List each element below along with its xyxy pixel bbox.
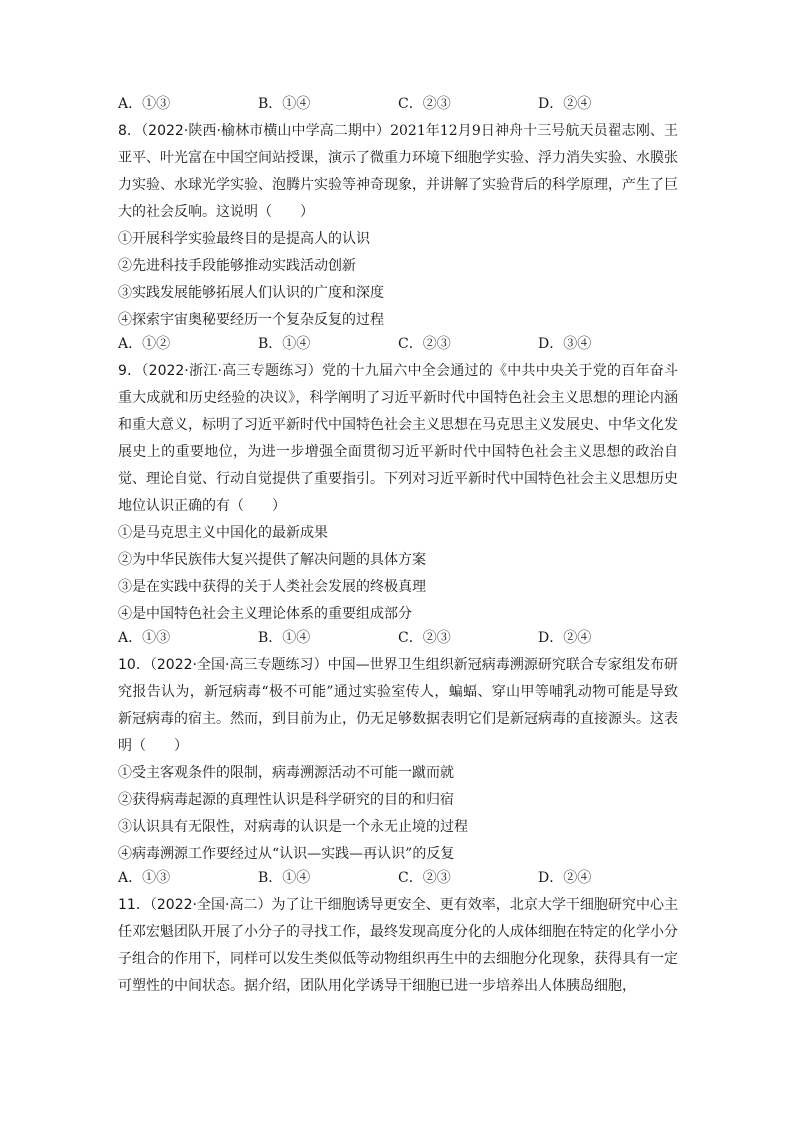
option-a: A．①③ bbox=[118, 630, 171, 646]
statement-1: ①受主客观条件的限制，病毒溯源活动不可能一蹴而就 bbox=[118, 765, 454, 781]
question-text: 2021年12月9日神舟十三号航天员翟志刚、王亚平、叶光富在中国空间站授课，演示了微重力环境下细胞学实验、浮力消失实验、水膜张力实验、水球光学实验、泡腾片实验等神奇现象，并讲解了实验背后的科学原理，产生了巨大的社会反响。这说明（ ） bbox=[118, 123, 678, 220]
question-stem bbox=[118, 892, 678, 1000]
question-number: 9． bbox=[118, 363, 142, 379]
question-11 bbox=[118, 892, 678, 1000]
answer-options-7 bbox=[118, 92, 678, 116]
question-text: 中国—世界卫生组织新冠病毒溯源研究联合专家组发布研究报告认为，新冠病毒“极不可能”通过实验室传人，蝙蝠、穿山甲等哺乳动物可能是导致新冠病毒的宿主。然而，到目前为止，仍无足够数据表明它们是新冠病毒的直接源头。这表明（ ） bbox=[118, 657, 678, 754]
question-source: （2022·全国·高三专题练习） bbox=[149, 657, 328, 673]
statement-2: ②为中华民族伟大复兴提供了解决问题的具体方案 bbox=[118, 552, 426, 568]
question-source: （2022·全国·高二） bbox=[149, 897, 272, 913]
question-source: （2022·陕西·榆林市横山中学高二期中） bbox=[141, 123, 391, 139]
question-stem bbox=[118, 652, 678, 760]
question-10 bbox=[118, 652, 678, 890]
option-a: A．①③ bbox=[118, 870, 171, 886]
statement-4: ④病毒溯源工作要经过从“认识—实践—再认识”的反复 bbox=[118, 846, 455, 862]
question-stem bbox=[118, 118, 678, 226]
statement-2: ②先进科技手段能够推动实践活动创新 bbox=[118, 258, 356, 274]
option-d: D．③④ bbox=[538, 336, 592, 352]
statement-1: ①开展科学实验最终目的是提高人的认识 bbox=[118, 231, 370, 247]
question-text: 党的十九届六中全会通过的《中共中央关于党的百年奋斗重大成就和历史经验的决议》，科学阐明了习近平新时代中国特色社会主义思想的理论内涵和重大意义，标明了习近平新时代中国特色社会主义思想在马克思主义发展史、中华文化发展史上的重要地位，为进一步增强全面贯彻习近平新时代中国特色社会主义思想的政治自觉、理论自觉、行动自觉提供了重要指引。下列对习近平新时代中国特色社会主义思想历史地位认识正确的有（ ） bbox=[118, 363, 678, 514]
option-b: B．①④ bbox=[258, 336, 311, 352]
question-stem bbox=[118, 358, 678, 520]
statement-4: ④探索宇宙奥秘要经历一个复杂反复的过程 bbox=[118, 312, 384, 328]
question-source: （2022·浙江·高三专题练习） bbox=[141, 363, 322, 379]
option-d: D．②④ bbox=[538, 96, 592, 112]
question-8 bbox=[118, 118, 678, 356]
statement-3: ③实践发展能够拓展人们认识的广度和深度 bbox=[118, 285, 384, 301]
question-number: 8． bbox=[118, 123, 142, 139]
option-c: C．②③ bbox=[398, 336, 451, 352]
option-a: A．①② bbox=[118, 336, 171, 352]
statement-2: ②获得病毒起源的真理性认识是科学研究的目的和归宿 bbox=[118, 792, 454, 808]
answer-options bbox=[118, 332, 678, 356]
option-a: A．①③ bbox=[118, 96, 171, 112]
option-b: B．①④ bbox=[258, 96, 311, 112]
statement-1: ①是马克思主义中国化的最新成果 bbox=[118, 525, 328, 541]
option-b: B．①④ bbox=[258, 870, 311, 886]
option-c: C．②③ bbox=[398, 870, 451, 886]
question-9 bbox=[118, 358, 678, 650]
option-d: D．②④ bbox=[538, 870, 592, 886]
statement-3: ③认识具有无限性，对病毒的认识是一个永无止境的过程 bbox=[118, 819, 468, 835]
question-number: 11． bbox=[118, 897, 150, 913]
answer-options bbox=[118, 626, 678, 650]
question-list bbox=[118, 94, 678, 1000]
statement-3: ③是在实践中获得的关于人类社会发展的终极真理 bbox=[118, 579, 426, 595]
option-c: C．②③ bbox=[398, 630, 451, 646]
question-text: 为了让干细胞诱导更安全、更有效率，北京大学干细胞研究中心主任邓宏魁团队开展了小分子的寻找工作，最终发现高度分化的人成体细胞在特定的化学小分子组合的作用下，同样可以发生类似低等动物组织再生中的去细胞分化现象，获得具有一定可塑性的中间状态。据介绍，团队用化学诱导干细胞已进一步培养出人体胰岛细胞， bbox=[118, 897, 679, 994]
answer-options bbox=[118, 866, 678, 890]
statement-4: ④是中国特色社会主义理论体系的重要组成部分 bbox=[118, 606, 412, 622]
option-c: C．②③ bbox=[398, 96, 451, 112]
question-number: 10． bbox=[118, 657, 150, 673]
option-b: B．①④ bbox=[258, 630, 311, 646]
option-d: D．②④ bbox=[538, 630, 592, 646]
